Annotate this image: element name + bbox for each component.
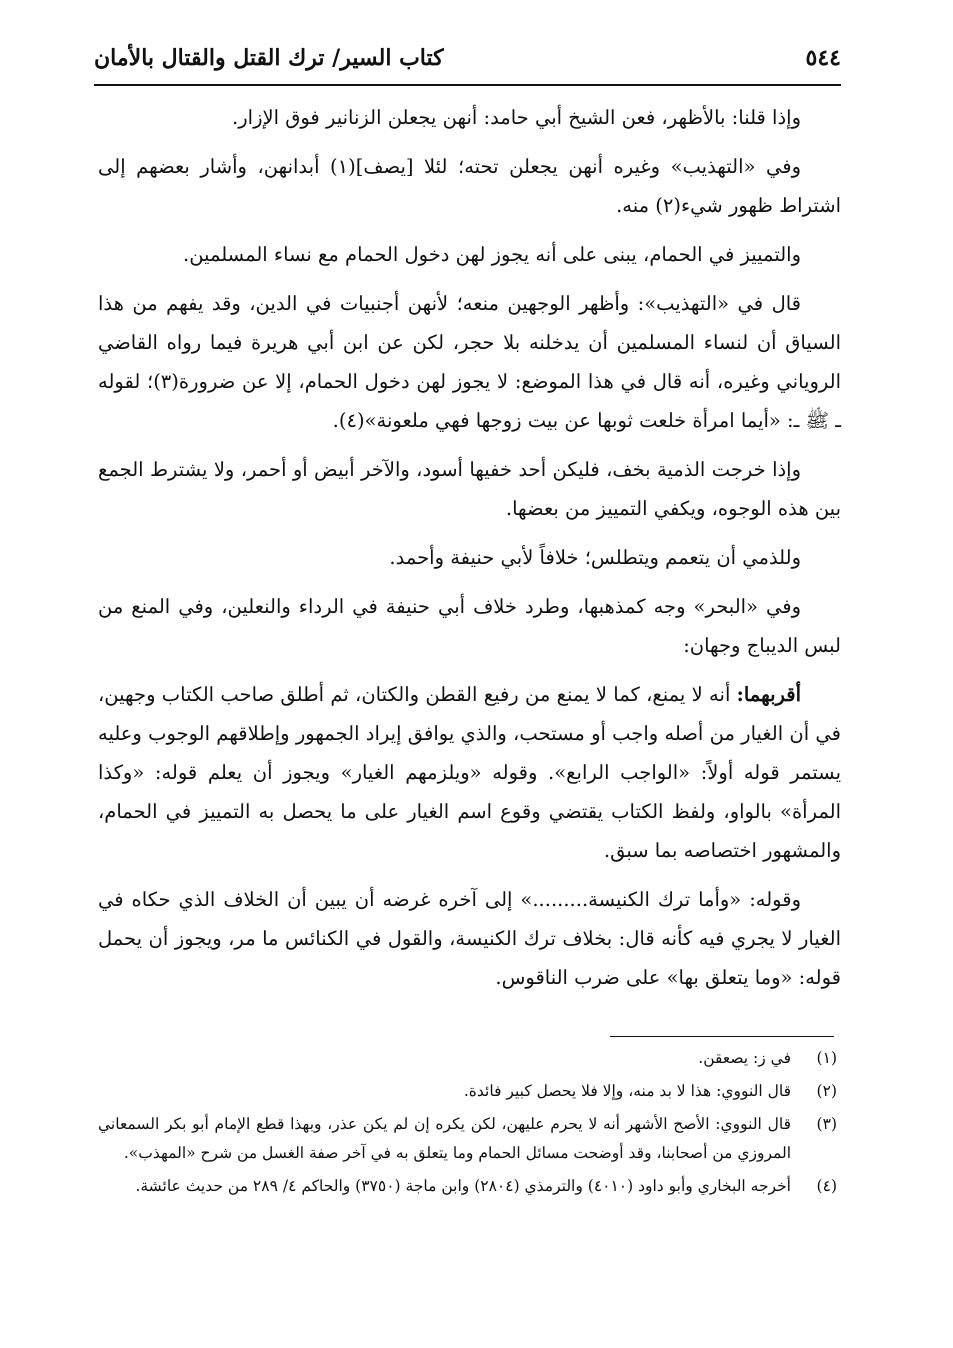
paragraph-4: قال في «التهذيب»: وأظهر الوجهين منعه؛ لأنهن أجنبيات في الدين، وقد يفهم من هذا السياق أن لنساء المسلمين أن يدخلنه بلا حجر، لكن عن ابن أبي هريرة فيما رواه القاضي الروياني وغيره، أنه قال في هذا الموضع: لا يجوز لهن دخول الحمام، إلا عن ضرورة(٣)؛ لقوله ـ ﷺ ـ: «أيما امرأة خلعت ثوبها عن بيت زوجها فهي ملعونة»(٤). — [98, 292, 841, 432]
paragraph-9: وقوله: «وأما ترك الكنيسة.........» إلى آخره غرضه أن يبين أن الخلاف الذي حكاه في الغيار لا يجري فيه كأنه قال: بخلاف ترك الكنيسة، والقول في الكنائس ما مر، ويجوز أن يحمل قوله: «وما يتعلق بها» على ضرب الناقوس. — [98, 888, 841, 989]
paragraph-2: وفي «التهذيب» وغيره أنهن يجعلن تحته؛ لئلا [يصف](١) أبدانهن، وأشار بعضهم إلى اشتراط ظهور شيء(٢) منه. — [98, 155, 841, 217]
main-text — [98, 98, 841, 1007]
paragraph-8-lead: أقربهما: — [736, 683, 801, 706]
footnote-4 — [98, 1172, 837, 1201]
footnote-number: (٣) — [816, 1115, 837, 1133]
footnote-rule — [610, 1036, 834, 1037]
paragraph-3: والتمييز في الحمام، يبنى على أنه يجوز لهن دخول الحمام مع نساء المسلمين. — [183, 243, 801, 266]
paragraph-8 — [98, 675, 841, 870]
footnote-number: (٤) — [816, 1177, 837, 1195]
footnote-number: (١) — [816, 1049, 837, 1067]
footnote-number: (٢) — [816, 1082, 837, 1100]
footnote-text: قال النووي: الأصح الأشهر أنه لا يحرم عليهن، لكن يكره إن لم يكن عذر، وبهذا قطع الإمام أبو بكر السمعاني المروزي من أصحابنا، وقد أوضحت مسائل الحمام وما يتعلق به في آخر صفة الغسل من شرح «المهذب». — [98, 1115, 791, 1162]
running-title: كتاب السير/ ترك القتل والقتال بالأمان — [94, 45, 444, 71]
page-header — [94, 36, 841, 80]
paragraph-6: وللذمي أن يتعمم ويتطلس؛ خلافاً لأبي حنيفة وأحمد. — [389, 546, 801, 569]
paragraph-1: وإذا قلنا: بالأظهر، فعن الشيخ أبي حامد: أنهن يجعلن الزنانير فوق الإزار. — [232, 106, 801, 129]
footnote-text: قال النووي: هذا لا بد منه، وإلا فلا يحصل كبير فائدة. — [463, 1082, 791, 1100]
paragraph-8-text: أنه لا يمنع، كما لا يمنع من رفيع القطن والكتان، ثم أطلق صاحب الكتاب وجهين، في أن الغيار من أصله واجب أو مستحب، والذي يوافق إيراد الجمهور وإطلاقهم الوجوب وعليه يستمر قوله أولاً: «الواجب الرابع». وقوله «ويلزمهم الغيار» ويجوز أن يعلم قوله: «وكذا المرأة» بالواو، ولفظ الكتاب يقتضي وقوع اسم الغيار على ما يحصل به التمييز في الحمام، والمشهور اختصاصه بما سبق. — [98, 683, 841, 862]
paragraph-7: وفي «البحر» وجه كمذهبها، وطرد خلاف أبي حنيفة في الرداء والنعلين، وفي المنع من لبس الديباج وجهان: — [98, 595, 841, 657]
footnote-3 — [98, 1110, 837, 1168]
page-number: ٥٤٤ — [805, 45, 841, 71]
paragraph-5: وإذا خرجت الذمية بخف، فليكن أحد خفيها أسود، والآخر أبيض أو أحمر، ولا يشترط الجمع بين هذه الوجوه، ويكفي التمييز من بعضها. — [98, 458, 841, 520]
footnote-text: أخرجه البخاري وأبو داود (٤٠١٠) والترمذي (٢٨٠٤) وابن ماجة (٣٧٥٠) والحاكم ٤/ ٢٨٩ من حديث عائشة. — [135, 1177, 791, 1195]
footnotes — [98, 1044, 837, 1205]
header-rule — [94, 84, 841, 86]
footnote-2 — [98, 1077, 837, 1106]
footnote-1 — [98, 1044, 837, 1073]
footnote-text: في ز: يصعقن. — [698, 1049, 791, 1067]
